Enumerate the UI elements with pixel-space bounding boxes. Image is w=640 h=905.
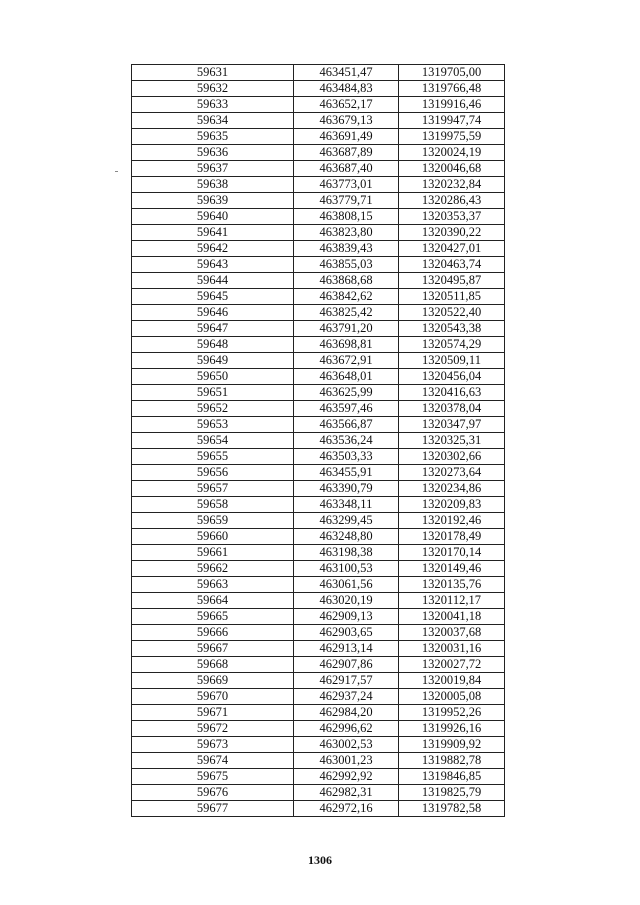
point-number-cell: 59642 bbox=[132, 241, 294, 257]
y-coordinate-cell: 1320024,19 bbox=[399, 145, 505, 161]
y-coordinate-cell: 1320522,40 bbox=[399, 305, 505, 321]
y-coordinate-cell: 1320347,97 bbox=[399, 417, 505, 433]
y-coordinate-cell: 1320046,68 bbox=[399, 161, 505, 177]
point-number-cell: 59656 bbox=[132, 465, 294, 481]
y-coordinate-cell: 1320509,11 bbox=[399, 353, 505, 369]
point-number-cell: 59636 bbox=[132, 145, 294, 161]
point-number-cell: 59641 bbox=[132, 225, 294, 241]
x-coordinate-cell: 463791,20 bbox=[294, 321, 399, 337]
table-row bbox=[132, 433, 505, 449]
table-row bbox=[132, 321, 505, 337]
y-coordinate-cell: 1320192,46 bbox=[399, 513, 505, 529]
y-coordinate-cell: 1319766,48 bbox=[399, 81, 505, 97]
y-coordinate-cell: 1320027,72 bbox=[399, 657, 505, 673]
x-coordinate-cell: 463687,89 bbox=[294, 145, 399, 161]
table-row bbox=[132, 769, 505, 785]
table-row bbox=[132, 273, 505, 289]
y-coordinate-cell: 1319846,85 bbox=[399, 769, 505, 785]
point-number-cell: 59650 bbox=[132, 369, 294, 385]
x-coordinate-cell: 463823,80 bbox=[294, 225, 399, 241]
table-row bbox=[132, 785, 505, 801]
point-number-cell: 59652 bbox=[132, 401, 294, 417]
table-row bbox=[132, 305, 505, 321]
table-row bbox=[132, 609, 505, 625]
point-number-cell: 59665 bbox=[132, 609, 294, 625]
point-number-cell: 59646 bbox=[132, 305, 294, 321]
x-coordinate-cell: 462909,13 bbox=[294, 609, 399, 625]
x-coordinate-cell: 463698,81 bbox=[294, 337, 399, 353]
y-coordinate-cell: 1319916,46 bbox=[399, 97, 505, 113]
point-number-cell: 59632 bbox=[132, 81, 294, 97]
table-row bbox=[132, 481, 505, 497]
coordinates-table bbox=[131, 64, 505, 817]
point-number-cell: 59637 bbox=[132, 161, 294, 177]
point-number-cell: 59649 bbox=[132, 353, 294, 369]
x-coordinate-cell: 463652,17 bbox=[294, 97, 399, 113]
point-number-cell: 59661 bbox=[132, 545, 294, 561]
x-coordinate-cell: 463566,87 bbox=[294, 417, 399, 433]
table-row bbox=[132, 497, 505, 513]
point-number-cell: 59643 bbox=[132, 257, 294, 273]
table-row bbox=[132, 705, 505, 721]
table-row bbox=[132, 225, 505, 241]
table-row bbox=[132, 97, 505, 113]
table-row bbox=[132, 577, 505, 593]
point-number-cell: 59644 bbox=[132, 273, 294, 289]
point-number-cell: 59651 bbox=[132, 385, 294, 401]
x-coordinate-cell: 463687,40 bbox=[294, 161, 399, 177]
table-row bbox=[132, 337, 505, 353]
x-coordinate-cell: 462984,20 bbox=[294, 705, 399, 721]
y-coordinate-cell: 1320135,76 bbox=[399, 577, 505, 593]
point-number-cell: 59662 bbox=[132, 561, 294, 577]
point-number-cell: 59667 bbox=[132, 641, 294, 657]
table-row bbox=[132, 657, 505, 673]
table-row bbox=[132, 513, 505, 529]
y-coordinate-cell: 1320234,86 bbox=[399, 481, 505, 497]
page-number: 1306 bbox=[308, 853, 332, 867]
point-number-cell: 59639 bbox=[132, 193, 294, 209]
table-row bbox=[132, 257, 505, 273]
y-coordinate-cell: 1320353,37 bbox=[399, 209, 505, 225]
x-coordinate-cell: 463839,43 bbox=[294, 241, 399, 257]
table-row bbox=[132, 161, 505, 177]
y-coordinate-cell: 1320416,63 bbox=[399, 385, 505, 401]
y-coordinate-cell: 1320390,22 bbox=[399, 225, 505, 241]
point-number-cell: 59638 bbox=[132, 177, 294, 193]
y-coordinate-cell: 1320005,08 bbox=[399, 689, 505, 705]
table-row bbox=[132, 289, 505, 305]
x-coordinate-cell: 463773,01 bbox=[294, 177, 399, 193]
point-number-cell: 59676 bbox=[132, 785, 294, 801]
x-coordinate-cell: 463455,91 bbox=[294, 465, 399, 481]
x-coordinate-cell: 463348,11 bbox=[294, 497, 399, 513]
y-coordinate-cell: 1319782,58 bbox=[399, 801, 505, 817]
point-number-cell: 59657 bbox=[132, 481, 294, 497]
x-coordinate-cell: 463536,24 bbox=[294, 433, 399, 449]
point-number-cell: 59664 bbox=[132, 593, 294, 609]
x-coordinate-cell: 462982,31 bbox=[294, 785, 399, 801]
y-coordinate-cell: 1320574,29 bbox=[399, 337, 505, 353]
y-coordinate-cell: 1319952,26 bbox=[399, 705, 505, 721]
point-number-cell: 59645 bbox=[132, 289, 294, 305]
y-coordinate-cell: 1320170,14 bbox=[399, 545, 505, 561]
x-coordinate-cell: 463597,46 bbox=[294, 401, 399, 417]
x-coordinate-cell: 463390,79 bbox=[294, 481, 399, 497]
y-coordinate-cell: 1319909,92 bbox=[399, 737, 505, 753]
table-row bbox=[132, 385, 505, 401]
margin-mark bbox=[115, 171, 118, 172]
x-coordinate-cell: 463299,45 bbox=[294, 513, 399, 529]
table-row bbox=[132, 369, 505, 385]
table-row bbox=[132, 561, 505, 577]
point-number-cell: 59631 bbox=[132, 65, 294, 81]
table-row bbox=[132, 721, 505, 737]
y-coordinate-cell: 1320112,17 bbox=[399, 593, 505, 609]
point-number-cell: 59669 bbox=[132, 673, 294, 689]
y-coordinate-cell: 1320463,74 bbox=[399, 257, 505, 273]
point-number-cell: 59635 bbox=[132, 129, 294, 145]
y-coordinate-cell: 1320178,49 bbox=[399, 529, 505, 545]
table-row bbox=[132, 401, 505, 417]
table-row bbox=[132, 529, 505, 545]
point-number-cell: 59654 bbox=[132, 433, 294, 449]
x-coordinate-cell: 463625,99 bbox=[294, 385, 399, 401]
y-coordinate-cell: 1320378,04 bbox=[399, 401, 505, 417]
y-coordinate-cell: 1320511,85 bbox=[399, 289, 505, 305]
point-number-cell: 59658 bbox=[132, 497, 294, 513]
y-coordinate-cell: 1320495,87 bbox=[399, 273, 505, 289]
y-coordinate-cell: 1320031,16 bbox=[399, 641, 505, 657]
table-row bbox=[132, 177, 505, 193]
table-row bbox=[132, 673, 505, 689]
y-coordinate-cell: 1320232,84 bbox=[399, 177, 505, 193]
x-coordinate-cell: 463002,53 bbox=[294, 737, 399, 753]
x-coordinate-cell: 462917,57 bbox=[294, 673, 399, 689]
x-coordinate-cell: 462913,14 bbox=[294, 641, 399, 657]
point-number-cell: 59663 bbox=[132, 577, 294, 593]
point-number-cell: 59675 bbox=[132, 769, 294, 785]
y-coordinate-cell: 1319975,59 bbox=[399, 129, 505, 145]
table-row bbox=[132, 641, 505, 657]
point-number-cell: 59674 bbox=[132, 753, 294, 769]
x-coordinate-cell: 463868,68 bbox=[294, 273, 399, 289]
x-coordinate-cell: 463679,13 bbox=[294, 113, 399, 129]
y-coordinate-cell: 1320019,84 bbox=[399, 673, 505, 689]
x-coordinate-cell: 462907,86 bbox=[294, 657, 399, 673]
point-number-cell: 59666 bbox=[132, 625, 294, 641]
point-number-cell: 59659 bbox=[132, 513, 294, 529]
y-coordinate-cell: 1320302,66 bbox=[399, 449, 505, 465]
table-row bbox=[132, 545, 505, 561]
x-coordinate-cell: 463825,42 bbox=[294, 305, 399, 321]
y-coordinate-cell: 1320273,64 bbox=[399, 465, 505, 481]
y-coordinate-cell: 1320543,38 bbox=[399, 321, 505, 337]
y-coordinate-cell: 1319705,00 bbox=[399, 65, 505, 81]
table-row bbox=[132, 129, 505, 145]
x-coordinate-cell: 463672,91 bbox=[294, 353, 399, 369]
point-number-cell: 59640 bbox=[132, 209, 294, 225]
x-coordinate-cell: 463248,80 bbox=[294, 529, 399, 545]
x-coordinate-cell: 462972,16 bbox=[294, 801, 399, 817]
point-number-cell: 59633 bbox=[132, 97, 294, 113]
table-row bbox=[132, 209, 505, 225]
x-coordinate-cell: 463198,38 bbox=[294, 545, 399, 561]
y-coordinate-cell: 1319882,78 bbox=[399, 753, 505, 769]
point-number-cell: 59634 bbox=[132, 113, 294, 129]
point-number-cell: 59670 bbox=[132, 689, 294, 705]
point-number-cell: 59668 bbox=[132, 657, 294, 673]
table-row bbox=[132, 113, 505, 129]
table-row bbox=[132, 193, 505, 209]
point-number-cell: 59677 bbox=[132, 801, 294, 817]
table-row bbox=[132, 353, 505, 369]
x-coordinate-cell: 463484,83 bbox=[294, 81, 399, 97]
y-coordinate-cell: 1320041,18 bbox=[399, 609, 505, 625]
table-row bbox=[132, 753, 505, 769]
point-number-cell: 59671 bbox=[132, 705, 294, 721]
y-coordinate-cell: 1320456,04 bbox=[399, 369, 505, 385]
point-number-cell: 59660 bbox=[132, 529, 294, 545]
point-number-cell: 59648 bbox=[132, 337, 294, 353]
table-row bbox=[132, 449, 505, 465]
x-coordinate-cell: 463020,19 bbox=[294, 593, 399, 609]
y-coordinate-cell: 1319825,79 bbox=[399, 785, 505, 801]
table-row bbox=[132, 593, 505, 609]
coordinates-table-body bbox=[132, 65, 505, 817]
point-number-cell: 59647 bbox=[132, 321, 294, 337]
y-coordinate-cell: 1320325,31 bbox=[399, 433, 505, 449]
table-row bbox=[132, 417, 505, 433]
table-row bbox=[132, 81, 505, 97]
x-coordinate-cell: 462996,62 bbox=[294, 721, 399, 737]
point-number-cell: 59672 bbox=[132, 721, 294, 737]
x-coordinate-cell: 463001,23 bbox=[294, 753, 399, 769]
x-coordinate-cell: 463808,15 bbox=[294, 209, 399, 225]
y-coordinate-cell: 1320037,68 bbox=[399, 625, 505, 641]
x-coordinate-cell: 463779,71 bbox=[294, 193, 399, 209]
x-coordinate-cell: 462992,92 bbox=[294, 769, 399, 785]
point-number-cell: 59655 bbox=[132, 449, 294, 465]
table-row bbox=[132, 625, 505, 641]
table-row bbox=[132, 65, 505, 81]
point-number-cell: 59653 bbox=[132, 417, 294, 433]
x-coordinate-cell: 463691,49 bbox=[294, 129, 399, 145]
x-coordinate-cell: 463855,03 bbox=[294, 257, 399, 273]
y-coordinate-cell: 1319947,74 bbox=[399, 113, 505, 129]
y-coordinate-cell: 1320209,83 bbox=[399, 497, 505, 513]
x-coordinate-cell: 463451,47 bbox=[294, 65, 399, 81]
table-row bbox=[132, 689, 505, 705]
x-coordinate-cell: 462903,65 bbox=[294, 625, 399, 641]
x-coordinate-cell: 463061,56 bbox=[294, 577, 399, 593]
x-coordinate-cell: 463100,53 bbox=[294, 561, 399, 577]
table-row bbox=[132, 145, 505, 161]
x-coordinate-cell: 463842,62 bbox=[294, 289, 399, 305]
y-coordinate-cell: 1319926,16 bbox=[399, 721, 505, 737]
y-coordinate-cell: 1320149,46 bbox=[399, 561, 505, 577]
x-coordinate-cell: 463503,33 bbox=[294, 449, 399, 465]
y-coordinate-cell: 1320286,43 bbox=[399, 193, 505, 209]
y-coordinate-cell: 1320427,01 bbox=[399, 241, 505, 257]
table-row bbox=[132, 241, 505, 257]
table-row bbox=[132, 737, 505, 753]
table-row bbox=[132, 465, 505, 481]
point-number-cell: 59673 bbox=[132, 737, 294, 753]
x-coordinate-cell: 463648,01 bbox=[294, 369, 399, 385]
x-coordinate-cell: 462937,24 bbox=[294, 689, 399, 705]
table-row bbox=[132, 801, 505, 817]
